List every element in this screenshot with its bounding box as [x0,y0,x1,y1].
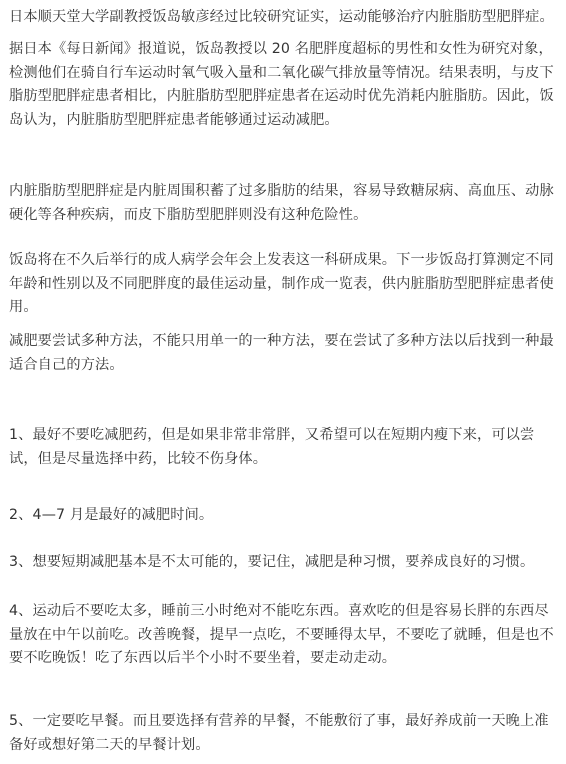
paragraph-next-steps: 饭岛将在不久后举行的成人病学会年会上发表这一科研成果。下一步饭岛打算测定不同年龄和性别以及不同肥胖度的最佳运动量，制作成一览表，供内脏脂肪型肥胖症患者使用。 [9,252,554,315]
paragraph-tip-2: 2、4—7 月是最好的减肥时间。 [9,507,214,523]
paragraph-tip-4: 4、运动后不要吃太多，睡前三小时绝对不能吃东西。喜欢吃的但是容易长胖的东西尽量放在中午以前吃。改善晚餐，提早一点吃，不要睡得太早，不要吃了就睡，但是也不要不吃晚饭！吃了东西以后半个小时不要坐着，要走动走动。 [9,603,554,666]
paragraph-report: 据日本《每日新闻》报道说，饭岛教授以 20 名肥胖度超标的男性和女性为研究对象，检测他们在骑自行车运动时氧气吸入量和二氧化碳气排放量等情况。结果表明，与皮下脂肪型肥胖症患者相比，内脏脂肪型肥胖症患者在运动时优先消耗内脏脂肪。因此，饭岛认为，内脏脂肪型肥胖症患者能够通过运动减肥。 [9,41,554,128]
paragraph-intro: 日本顺天堂大学副教授饭岛敏彦经过比较研究证实，运动能够治疗内脏脂肪型肥胖症。 [9,9,554,25]
paragraph-definition: 内脏脂肪型肥胖症是内脏周围积蓄了过多脂肪的结果，容易导致糖尿病、高血压、动脉硬化等各种疾病，而皮下脂肪型肥胖则没有这种危险性。 [9,183,554,223]
paragraph-tip-5: 5、一定要吃早餐。而且要选择有营养的早餐，不能敷衍了事，最好养成前一天晚上准备好或想好第二天的早餐计划。 [9,713,549,753]
paragraph-tip-3: 3、想要短期减肥基本是不太可能的，要记住，减肥是种习惯，要养成良好的习惯。 [9,554,535,570]
paragraph-tip-1: 1、最好不要吃减肥药，但是如果非常非常胖，又希望可以在短期内瘦下来，可以尝试，但是尽量选择中药，比较不伤身体。 [9,427,535,467]
paragraph-advice-intro: 减肥要尝试多种方法，不能只用单一的一种方法，要在尝试了多种方法以后找到一种最适合自己的方法。 [9,333,554,373]
